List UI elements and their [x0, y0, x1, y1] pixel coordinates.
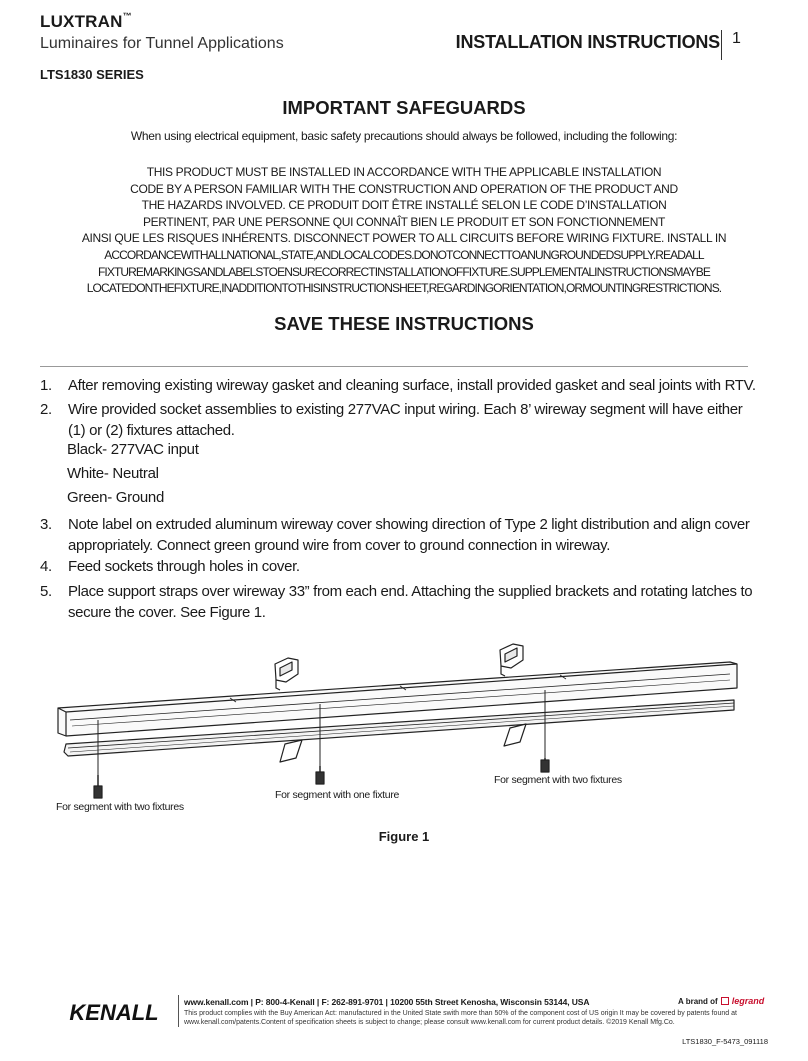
series-label: LTS1830 SERIES — [40, 67, 144, 82]
warning-line: THIS PRODUCT MUST BE INSTALLED IN ACCORDANCE WITH THE APPLICABLE INSTALLATION — [146, 165, 662, 179]
step-number: 5. — [40, 583, 52, 600]
callout-two-fixtures-left: For segment with two fixtures — [56, 801, 184, 813]
warning-line: ACCORDANCEWITHALLNATIONAL,STATE,ANDLOCALCODES.DONOTCONNECTTOANUNGROUNDEDSUPPLY.READALL — [104, 248, 704, 262]
warning-line: CODE BY A PERSON FAMILIAR WITH THE CONSTRUCTION AND OPERATION OF THE PRODUCT AND — [130, 182, 678, 196]
footer-contact: www.kenall.com | P: 800-4-Kenall | F: 262-891-9701 | 10200 55th Street Kenosha, Wisconsin 53144, USA — [184, 997, 590, 1007]
step-number: 3. — [40, 516, 52, 533]
safeguards-heading: IMPORTANT SAFEGUARDS — [282, 97, 526, 118]
footer-divider — [178, 995, 179, 1027]
figure-label: Figure 1 — [378, 829, 430, 844]
step-number: 1. — [40, 377, 52, 394]
brand-prefix: A brand of — [678, 996, 718, 1006]
kenall-logo — [54, 1000, 174, 1026]
trademark-mark: ™ — [122, 11, 132, 21]
step-item — [40, 375, 760, 396]
step-number: 4. — [40, 558, 52, 575]
step-item — [40, 581, 760, 623]
step-number: 2. — [40, 401, 52, 418]
step-text: After removing existing wireway gasket and cleaning surface, install provided gasket and seal joints with RTV. — [68, 377, 756, 394]
wiring-white: White- Neutral — [67, 465, 159, 482]
wiring-green: Green- Ground — [67, 489, 164, 506]
legrand-brand — [678, 996, 764, 1006]
step-text: Note label on extruded aluminum wireway cover showing direction of Type 2 light distribution and align cover appropriately. Connect green ground wire from cover to ground connection in wireway. — [68, 516, 750, 554]
step-item — [40, 399, 760, 441]
callout-one-fixture: For segment with one fixture — [275, 789, 400, 801]
legrand-logo-icon — [721, 997, 729, 1005]
tagline: Luminaires for Tunnel Applications — [40, 35, 284, 52]
document-code: LTS1830_F-5473_091118 — [682, 1037, 768, 1046]
section-divider — [40, 366, 748, 367]
wireway-illustration — [40, 640, 770, 820]
warning-line: FIXTUREMARKINGSANDLABELSTOENSURECORRECTINSTALLATIONOFFIXTURE.SUPPLEMENTALINSTRUCTIONSMAYBE — [98, 265, 710, 279]
callout-two-fixtures-right: For segment with two fixtures — [494, 774, 622, 786]
kenall-logo-text: KENALL — [69, 1000, 159, 1025]
save-instructions-heading: SAVE THESE INSTRUCTIONS — [274, 313, 534, 334]
wiring-black: Black- 277VAC input — [67, 441, 199, 458]
step-text: Wire provided socket assemblies to existing 277VAC input wiring. Each 8’ wireway segment will have either (1) or (2) fixtures attached. — [68, 401, 743, 439]
brand-name: LUXTRAN™ — [40, 11, 132, 31]
footer-legal: This product complies with the Buy American Act: manufactured in the United State swith more than 50% of the component cost of US origin It may be covered by patents found at www.kenall.com/patents.Content of specification sheets is subject to change; please consult www.kenall.com for current product details. ©2019 Kenall Mfg.Co. — [184, 1010, 737, 1026]
page-number: 1 — [732, 30, 741, 47]
title-divider — [721, 30, 722, 60]
step-text: Place support straps over wireway 33” from each end. Attaching the supplied brackets and rotating latches to secure the cover. See Figure 1. — [68, 583, 753, 621]
warning-line: AINSI QUE LES RISQUES INHÉRENTS. DISCONNECT POWER TO ALL CIRCUITS BEFORE WIRING FIXTURE. INSTALL IN — [81, 231, 727, 245]
warning-line: PERTINENT, PAR UNE PERSONNE QUI CONNAÎT BIEN LE PRODUIT ET SON FONCTIONNEMENT — [142, 215, 665, 229]
document-title: INSTALLATION INSTRUCTIONS — [455, 32, 720, 52]
step-text: Feed sockets through holes in cover. — [68, 558, 300, 575]
warning-line: LOCATEDONTHEFIXTURE,INADDITIONTOTHISINSTRUCTIONSHEET,REGARDINGORIENTATION,ORMOUNTINGRESTRICTIONS. — [86, 281, 722, 295]
warning-line: THE HAZARDS INVOLVED. CE PRODUIT DOIT ÊTRE INSTALLÉ SELON LE CODE D’INSTALLATION — [141, 198, 667, 212]
legrand-name: legrand — [731, 996, 765, 1006]
step-item — [40, 514, 760, 556]
safeguards-intro: When using electrical equipment, basic safety precautions should always be followed, including the following: — [130, 129, 678, 143]
step-item — [40, 556, 760, 577]
